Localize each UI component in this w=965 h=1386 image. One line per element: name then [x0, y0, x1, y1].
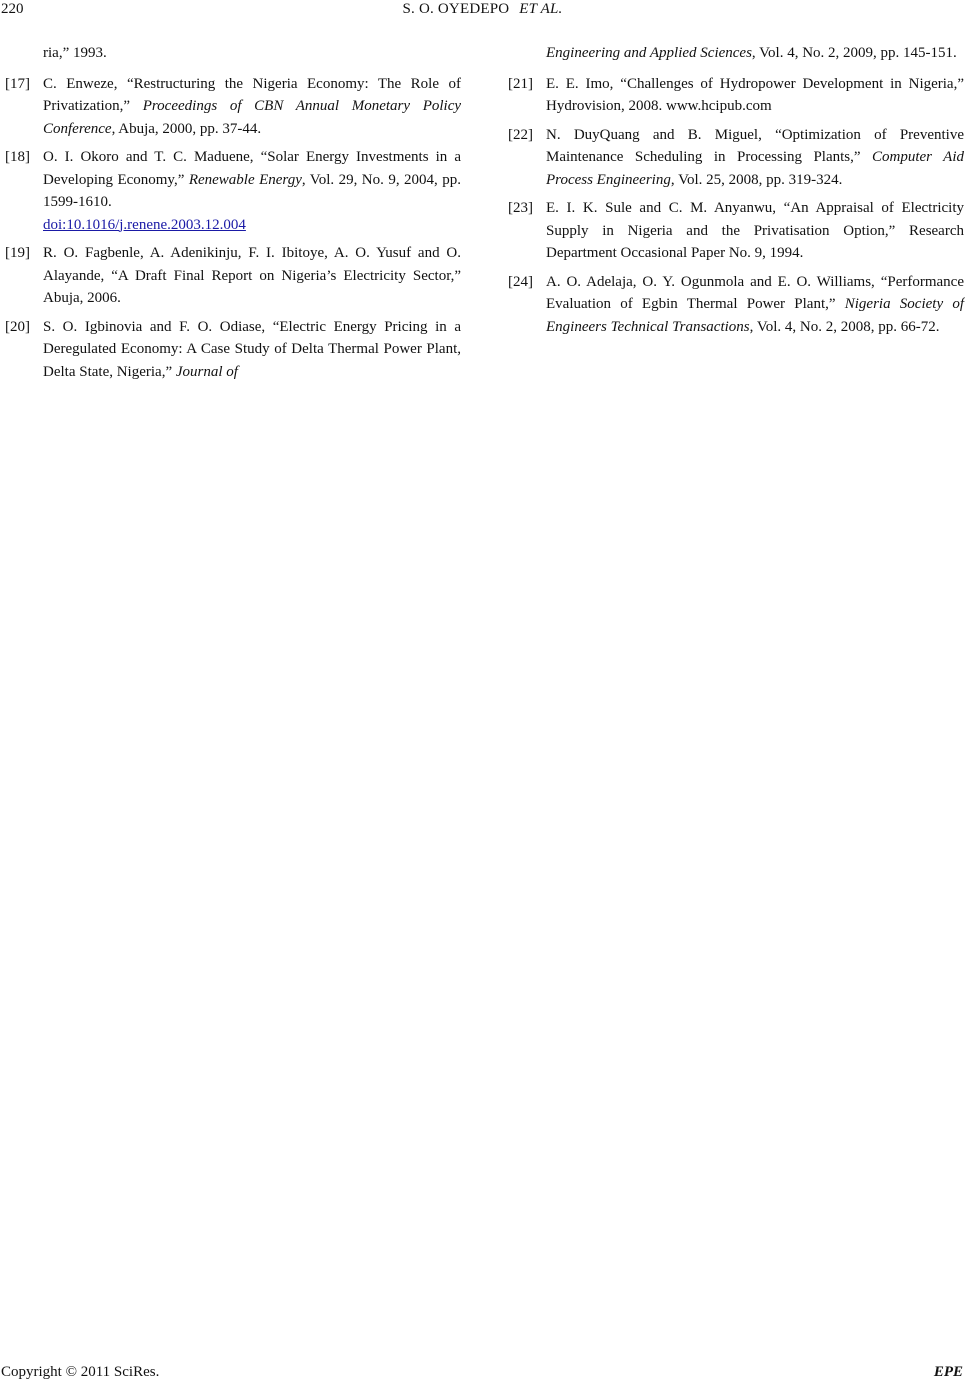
- running-head-etal: ET AL.: [519, 1, 563, 17]
- reference-details: , Vol. 29, No. 9, 2004, pp. 1599-1610.: [43, 171, 461, 210]
- reference-number: [18]: [5, 149, 30, 165]
- reference-source: Renewable Energy: [188, 171, 302, 188]
- reference-20: [5, 316, 461, 384]
- reference-number: [22]: [508, 126, 533, 143]
- reference-number: [24]: [508, 273, 533, 290]
- doi-link[interactable]: doi:10.1016/j.renene.2003.12.004: [43, 216, 246, 233]
- reference-21: [508, 73, 964, 118]
- reference-19: [5, 242, 461, 310]
- reference-text: E. E. Imo, “Challenges of Hydropower Development in Nigeria,” Hydrovision, 2008. www.hcipub.com: [546, 75, 964, 114]
- reference-source: Journal of: [175, 363, 238, 380]
- reference-text: S. O. Igbinovia and F. O. Odiase, “Electric Energy Pricing in a Deregulated Economy: A Case Study of Delta Thermal Power Plant, Delta State, Nigeria,”: [43, 318, 461, 380]
- reference-number: [20]: [5, 318, 30, 335]
- reference-22: [508, 124, 964, 192]
- reference-number: [23]: [508, 200, 533, 216]
- page-number: 220: [1, 1, 24, 17]
- reference-18: [5, 146, 461, 236]
- reference-23: [508, 197, 964, 265]
- reference-text: A. O. Adelaja, O. Y. Ogunmola and E. O. Williams, “Performance Evaluation of Egbin Thermal Power Plant,”: [546, 273, 964, 312]
- reference-text: O. I. Okoro and T. C. Maduene, “Solar Energy Investments in a Developing Economy,”: [43, 149, 461, 188]
- reference-text: N. DuyQuang and B. Miguel, “Optimization of Preventive Maintenance Scheduling in Processing Plants,”: [546, 126, 964, 165]
- reference-text: E. I. K. Sule and C. M. Anyanwu, “An Appraisal of Electricity Supply in Nigeria and the Privatisation Option,” Research Department Occasional Paper No. 9, 1994.: [546, 200, 964, 261]
- reference-17: [5, 73, 461, 141]
- reference-details: , Vol. 25, 2008, pp. 319-324.: [670, 171, 843, 188]
- right-column: [508, 42, 964, 344]
- reference-text: R. O. Fagbenle, A. Adenikinju, F. I. Ibitoye, A. O. Yusuf and O. Alayande, “A Draft Final Report on Nigeria’s Electricity Sector,” Abuja, 2006.: [43, 245, 461, 306]
- reference-24: [508, 271, 964, 339]
- running-head: [0, 1, 965, 18]
- continuation-source: Engineering and Applied Sciences: [546, 45, 752, 61]
- reference-number: [17]: [5, 75, 30, 92]
- reference-number: [19]: [5, 245, 30, 261]
- left-column: [5, 42, 461, 389]
- reference-text: C. Enweze, “Restructuring the Nigeria Economy: The Role of Privatization,”: [43, 75, 461, 114]
- reference-source: Computer Aid Process Engineering: [546, 149, 964, 188]
- continuation-text: ria,” 1993.: [43, 45, 107, 61]
- continuation-details: , Vol. 4, No. 2, 2009, pp. 145-151.: [751, 45, 957, 61]
- running-head-authors: S. O. OYEDEPO: [402, 1, 510, 17]
- reference-number: [21]: [508, 75, 533, 92]
- reference-source: Nigeria Society of Engineers Technical Transactions: [546, 296, 965, 335]
- reference-continuation: [5, 42, 461, 65]
- copyright-notice: Copyright © 2011 SciRes.: [1, 1364, 160, 1380]
- reference-continuation: [508, 42, 964, 65]
- reference-details: , Vol. 4, No. 2, 2008, pp. 66-72.: [749, 318, 940, 335]
- journal-abbreviation: EPE: [933, 1364, 963, 1380]
- reference-source: Proceedings of CBN Annual Monetary Policy Conference: [43, 98, 462, 137]
- reference-details: , Abuja, 2000, pp. 37-44.: [111, 120, 262, 137]
